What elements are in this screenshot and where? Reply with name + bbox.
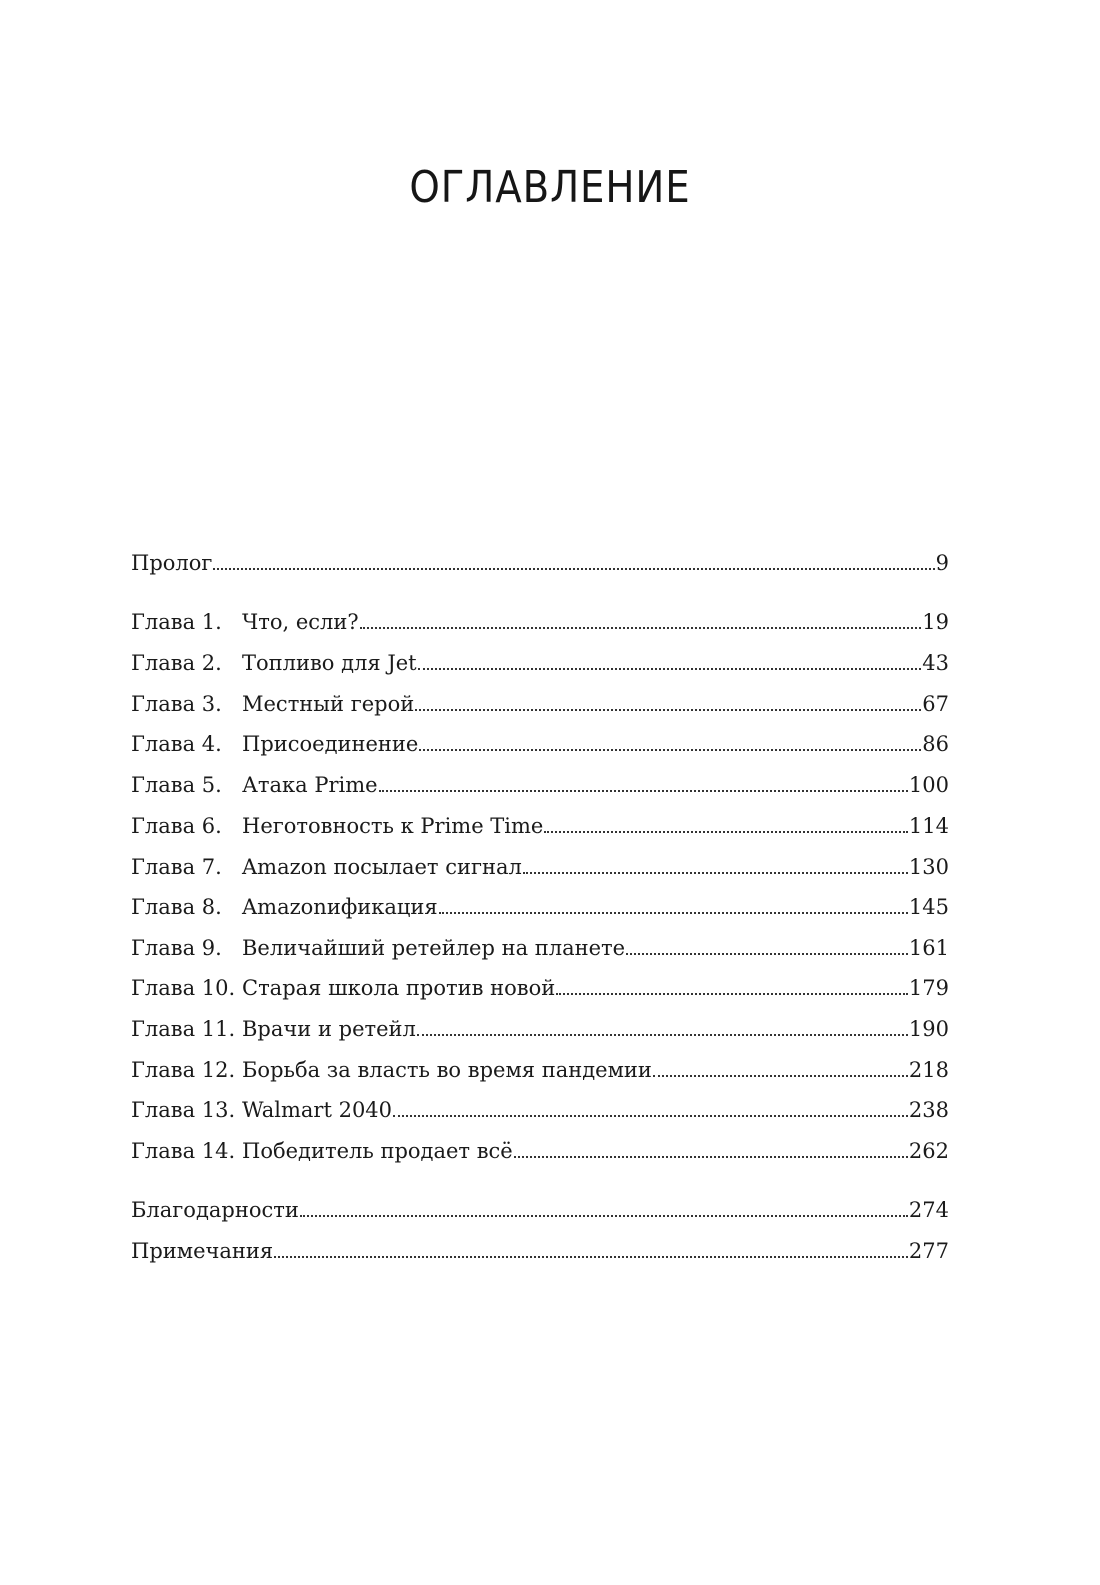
toc-entry-label: Величайший ретейлер на планете: [242, 936, 626, 960]
toc-entry-label: Топливо для Jet: [242, 651, 417, 675]
dot-leader: [514, 1156, 908, 1158]
toc-entry-label: Присоединение: [242, 732, 419, 756]
dot-leader: [300, 1215, 908, 1217]
dot-leader: [418, 668, 922, 670]
toc-entry-label: Местный герой: [242, 692, 415, 716]
chapter-number: Глава 7.: [131, 855, 222, 879]
dot-leader: [626, 953, 908, 955]
dot-leader: [213, 568, 934, 570]
toc-entry-page: 277: [908, 1239, 949, 1263]
toc-entry-chapter-9[interactable]: [131, 933, 949, 963]
chapter-number: Глава 5.: [131, 773, 222, 797]
toc-entry-chapter-12[interactable]: [131, 1055, 949, 1085]
chapter-number: Глава 9.: [131, 936, 222, 960]
toc-entry-page: 86: [922, 732, 949, 756]
toc-entry-chapter-3[interactable]: [131, 689, 949, 719]
chapter-number: Глава 4.: [131, 732, 222, 756]
toc-entry-page: 179: [908, 976, 949, 1000]
toc-entry-page: 190: [908, 1017, 949, 1041]
toc-entry-chapter-2[interactable]: [131, 648, 949, 678]
toc-entry-chapter-6[interactable]: [131, 811, 949, 841]
toc-entry-page: 238: [908, 1098, 949, 1122]
page-title: ОГЛАВЛЕНИЕ: [409, 162, 691, 213]
toc-entry-page: 114: [908, 814, 949, 838]
dot-leader: [556, 993, 908, 995]
dot-leader: [379, 790, 908, 792]
chapter-number: Глава 8.: [131, 895, 222, 919]
toc-entry-chapter-4[interactable]: [131, 729, 949, 759]
dot-leader: [415, 709, 921, 711]
toc-entry-label: Врачи и ретейл: [242, 1017, 416, 1041]
toc-entry-page: 218: [908, 1058, 949, 1082]
toc-entry-label: Что, если?: [242, 610, 359, 634]
toc-entry-label: Победитель продает всё: [242, 1139, 513, 1163]
toc-entry-chapter-14[interactable]: [131, 1136, 949, 1166]
toc-entry-page: 274: [908, 1198, 949, 1222]
toc-entry-label: Amazon посылает сигнал: [242, 855, 522, 879]
toc-entry-page: 9: [935, 551, 949, 575]
toc-entry-chapter-7[interactable]: [131, 852, 949, 882]
toc-entry-chapter-1[interactable]: [131, 607, 949, 637]
toc-entry-chapter-8[interactable]: [131, 892, 949, 922]
dot-leader: [360, 627, 922, 629]
chapter-number: Глава 10.: [131, 976, 236, 1000]
toc-entry-label: Атака Prime: [242, 773, 378, 797]
toc-entry-page: 130: [908, 855, 949, 879]
toc-entry-page: 19: [922, 610, 949, 634]
toc-entry-page: 161: [908, 936, 949, 960]
chapter-number: Глава 6.: [131, 814, 222, 838]
toc-entry-page: 67: [922, 692, 949, 716]
toc-entry-page: 145: [908, 895, 949, 919]
chapter-number: Глава 12.: [131, 1058, 236, 1082]
toc-entry-page: 43: [922, 651, 949, 675]
toc-entry-label: Неготовность к Prime Time: [242, 814, 544, 838]
toc-entry-label: Старая школа против новой: [242, 976, 556, 1000]
chapter-number: Глава 2.: [131, 651, 222, 675]
toc-entry-label: Борьба за власть во время пандемии: [242, 1058, 652, 1082]
toc-entry-label: Примечания: [131, 1239, 274, 1263]
toc-entry-notes[interactable]: [131, 1236, 949, 1266]
chapter-number: Глава 11.: [131, 1017, 236, 1041]
dot-leader: [653, 1075, 908, 1077]
dot-leader: [393, 1115, 908, 1117]
toc-entry-prologue[interactable]: [131, 548, 949, 578]
toc-entry-page: 100: [908, 773, 949, 797]
dot-leader: [419, 749, 921, 751]
dot-leader: [417, 1034, 908, 1036]
chapter-number: Глава 14.: [131, 1139, 236, 1163]
toc-entry-acknowledgements[interactable]: [131, 1195, 949, 1225]
dot-leader: [274, 1256, 908, 1258]
dot-leader: [544, 831, 908, 833]
toc-entry-chapter-10[interactable]: [131, 973, 949, 1003]
toc-entry-label: Walmart 2040: [242, 1098, 393, 1122]
toc-entry-chapter-11[interactable]: [131, 1014, 949, 1044]
toc-entry-label: Пролог: [131, 551, 213, 575]
dot-leader: [523, 872, 908, 874]
chapter-number: Глава 3.: [131, 692, 222, 716]
toc-entry-label: Благодарности: [131, 1198, 299, 1222]
chapter-number: Глава 1.: [131, 610, 222, 634]
dot-leader: [439, 912, 908, 914]
toc-entry-page: 262: [908, 1139, 949, 1163]
toc-entry-label: Amazonификация: [242, 895, 438, 919]
toc-entry-chapter-5[interactable]: [131, 770, 949, 800]
chapter-number: Глава 13.: [131, 1098, 236, 1122]
toc-entry-chapter-13[interactable]: [131, 1095, 949, 1125]
